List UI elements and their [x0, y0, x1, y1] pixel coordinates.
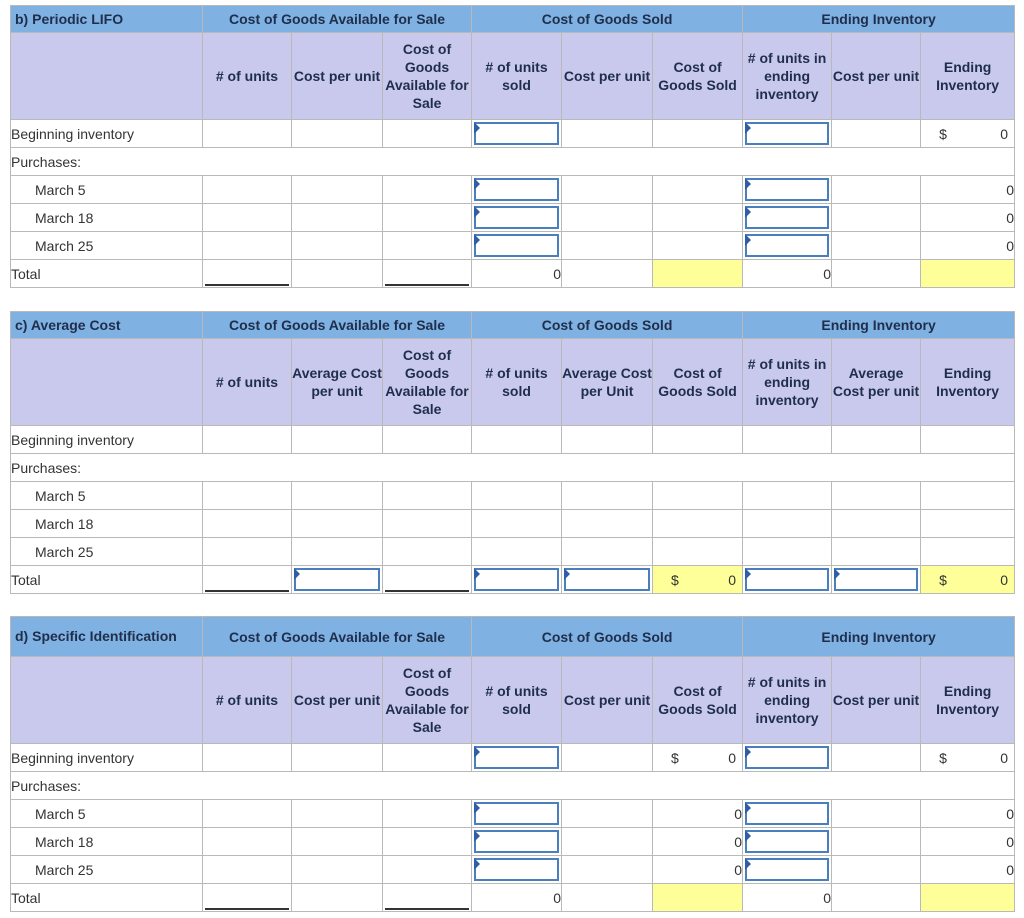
group-header-cogs: Cost of Goods Sold: [472, 6, 743, 33]
dollar-sign: $: [671, 749, 679, 766]
group-header-cgas: Cost of Goods Available for Sale: [203, 6, 472, 33]
column-header-blank: [11, 657, 203, 744]
lifo-section: [10, 5, 1014, 288]
units-sold-input[interactable]: [474, 568, 559, 591]
value: 0: [921, 800, 1015, 828]
section-title: c) Average Cost: [11, 312, 203, 339]
column-header: # of units: [203, 657, 292, 744]
column-header: Cost per unit: [832, 657, 921, 744]
table-row: [11, 176, 1015, 204]
column-header: Cost of Goods Sold: [653, 657, 743, 744]
ending-units-input[interactable]: [745, 802, 829, 825]
specific-table: [10, 616, 1015, 912]
cell: [653, 120, 743, 148]
column-header: Cost of Goods Sold: [653, 339, 743, 426]
dollar-sign: $: [939, 571, 947, 588]
value: 0: [1000, 125, 1009, 142]
column-header: # of units in ending inventory: [743, 657, 832, 744]
column-header: # of units in ending inventory: [743, 339, 832, 426]
column-header: Average Cost per Unit: [562, 339, 653, 426]
row-label: Beginning inventory: [11, 120, 203, 148]
table-row: [11, 800, 1015, 828]
column-header: Cost per unit: [562, 33, 653, 120]
average-table: [10, 311, 1015, 594]
column-header: Cost per unit: [292, 657, 383, 744]
row-label: March 5: [11, 176, 203, 204]
dollar-sign: $: [671, 571, 679, 588]
column-header: Ending Inventory: [921, 33, 1015, 120]
ending-units-input[interactable]: [745, 206, 829, 229]
table-row: [11, 148, 1015, 176]
column-header: Cost of Goods Available for Sale: [383, 657, 472, 744]
value: 0: [653, 856, 743, 884]
column-header: Average Cost per unit: [832, 339, 921, 426]
row-label: March 5: [11, 482, 203, 510]
row-label: March 18: [11, 510, 203, 538]
units-sold-input[interactable]: [474, 746, 559, 769]
cell: [383, 120, 472, 148]
group-header-cogs: Cost of Goods Sold: [472, 617, 743, 657]
row-label: Beginning inventory: [11, 426, 203, 454]
column-header: # of units sold: [472, 33, 562, 120]
row-label: Total: [11, 566, 203, 594]
group-header-ei: Ending Inventory: [743, 312, 1015, 339]
value: 0: [743, 260, 832, 288]
table-row: [11, 120, 1015, 148]
row-label: Purchases:: [11, 454, 203, 482]
column-header: Ending Inventory: [921, 339, 1015, 426]
table-row: [11, 204, 1015, 232]
ending-units-input[interactable]: [745, 568, 829, 591]
row-label: March 25: [11, 538, 203, 566]
group-header-cogs: Cost of Goods Sold: [472, 312, 743, 339]
cell: [743, 120, 832, 148]
cogs-total-cell: [653, 260, 743, 288]
value: 0: [472, 260, 562, 288]
ending-units-input[interactable]: [745, 122, 829, 145]
ending-total-cell: [921, 884, 1015, 912]
value: 0: [921, 204, 1015, 232]
units-sold-input[interactable]: [474, 178, 559, 201]
value: 0: [728, 571, 737, 588]
units-sold-input[interactable]: [474, 206, 559, 229]
table-row: [11, 454, 1015, 482]
value: 0: [921, 232, 1015, 260]
table-row: [11, 538, 1015, 566]
value: 0: [653, 800, 743, 828]
cogs-total-cell: [653, 566, 743, 594]
units-sold-input[interactable]: [474, 234, 559, 257]
avg-cost-sold-input[interactable]: [564, 568, 650, 591]
table-row: [11, 426, 1015, 454]
column-header-blank: [11, 339, 203, 426]
ending-units-input[interactable]: [745, 858, 829, 881]
column-header: Cost per unit: [562, 657, 653, 744]
total-row: [11, 260, 1015, 288]
total-row: [11, 884, 1015, 912]
value: 0: [728, 749, 737, 766]
column-header: Ending Inventory: [921, 657, 1015, 744]
column-header: Cost per unit: [292, 33, 383, 120]
table-row: [11, 482, 1015, 510]
column-header-blank: [11, 33, 203, 120]
table-row: [11, 744, 1015, 772]
specific-section: [10, 616, 1014, 912]
row-label: March 18: [11, 828, 203, 856]
table-row: [11, 772, 1015, 800]
cell: [292, 120, 383, 148]
group-header-cgas: Cost of Goods Available for Sale: [203, 617, 472, 657]
table-row: [11, 856, 1015, 884]
column-header: # of units sold: [472, 657, 562, 744]
avg-cost-input[interactable]: [294, 568, 380, 591]
value: 0: [1000, 749, 1009, 766]
units-sold-input[interactable]: [474, 122, 559, 145]
column-header: # of units: [203, 33, 292, 120]
column-header: Cost of Goods Sold: [653, 33, 743, 120]
row-label: Total: [11, 260, 203, 288]
value: 0: [1000, 571, 1009, 588]
section-title: b) Periodic LIFO: [11, 6, 203, 33]
value: 0: [921, 828, 1015, 856]
table-row: [11, 232, 1015, 260]
cell: [472, 120, 562, 148]
cell: [832, 120, 921, 148]
ending-units-input[interactable]: [745, 746, 829, 769]
value: 0: [743, 884, 832, 912]
column-header: # of units in ending inventory: [743, 33, 832, 120]
value: 0: [472, 884, 562, 912]
average-section: [10, 311, 1014, 594]
value: 0: [653, 828, 743, 856]
cell: [921, 120, 1015, 148]
units-sold-input[interactable]: [474, 858, 559, 881]
row-label: Beginning inventory: [11, 744, 203, 772]
column-header: Cost of Goods Available for Sale: [383, 339, 472, 426]
row-label: March 18: [11, 204, 203, 232]
column-header: # of units: [203, 339, 292, 426]
ending-units-input[interactable]: [745, 178, 829, 201]
dollar-sign: $: [939, 749, 947, 766]
column-header: # of units sold: [472, 339, 562, 426]
row-label: March 25: [11, 856, 203, 884]
ending-total-cell: [921, 566, 1015, 594]
column-header: Cost of Goods Available for Sale: [383, 33, 472, 120]
units-sold-input[interactable]: [474, 830, 559, 853]
column-header: Cost per unit: [832, 33, 921, 120]
ending-units-input[interactable]: [745, 234, 829, 257]
table-row: [11, 828, 1015, 856]
total-row: [11, 566, 1015, 594]
row-label: Purchases:: [11, 148, 203, 176]
cell: [562, 120, 653, 148]
group-header-cgas: Cost of Goods Available for Sale: [203, 312, 472, 339]
group-header-ei: Ending Inventory: [743, 6, 1015, 33]
row-label: March 25: [11, 232, 203, 260]
row-label: March 5: [11, 800, 203, 828]
avg-cost-ending-input[interactable]: [834, 568, 918, 591]
cell: [203, 120, 292, 148]
ending-units-input[interactable]: [745, 830, 829, 853]
row-label: Total: [11, 884, 203, 912]
dollar-sign: $: [939, 125, 947, 142]
value: 0: [921, 856, 1015, 884]
column-header: Average Cost per unit: [292, 339, 383, 426]
cogs-total-cell: [653, 884, 743, 912]
ending-total-cell: [921, 260, 1015, 288]
units-sold-input[interactable]: [474, 802, 559, 825]
group-header-ei: Ending Inventory: [743, 617, 1015, 657]
section-title: d) Specific Identification: [11, 617, 203, 657]
lifo-table: [10, 5, 1015, 288]
row-label: Purchases:: [11, 772, 203, 800]
value: 0: [921, 176, 1015, 204]
table-row: [11, 510, 1015, 538]
